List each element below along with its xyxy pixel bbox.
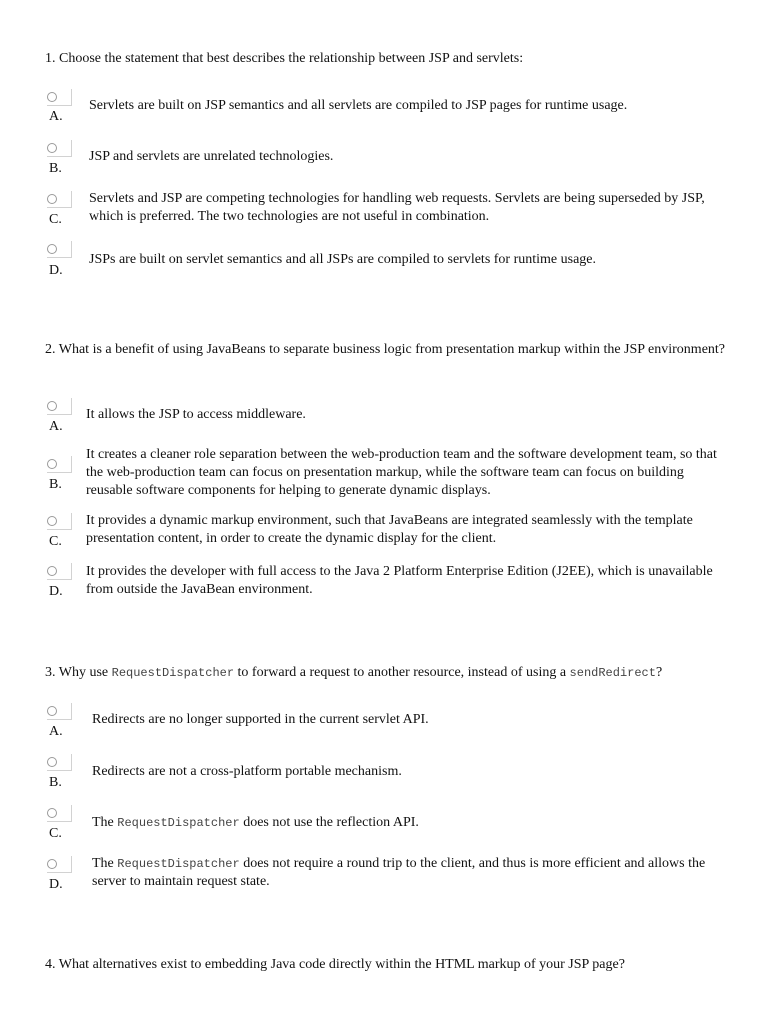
option-letter: A. xyxy=(49,724,63,739)
option-letter: D. xyxy=(49,263,63,278)
option-letter: C. xyxy=(49,534,62,549)
option-text xyxy=(92,711,732,729)
code-request-dispatcher: RequestDispatcher xyxy=(117,857,240,871)
option-text-part: The xyxy=(92,856,118,871)
option-box xyxy=(47,89,72,106)
question-3 xyxy=(45,664,735,682)
question-text-part: ? xyxy=(655,665,663,680)
option-box xyxy=(47,191,72,208)
option-text xyxy=(86,446,726,500)
option-text xyxy=(92,763,732,781)
option-text xyxy=(86,512,726,548)
option-letter: D. xyxy=(49,877,63,892)
question-2 xyxy=(45,341,735,359)
option-text-part: JSPs are built on servlet semantics and all JSPs are compiled to servlets for runtime usage. xyxy=(89,252,597,267)
option-text-part: does not use the reflection API. xyxy=(239,815,419,830)
option-text-part: Redirects are no longer supported in the current servlet API. xyxy=(92,712,429,727)
option-text xyxy=(89,148,729,166)
option-box xyxy=(47,805,72,822)
question-4 xyxy=(45,956,735,974)
option-text-part: JSP and servlets are unrelated technologies. xyxy=(89,149,334,164)
option-letter: B. xyxy=(49,775,62,790)
option-letter: D. xyxy=(49,584,63,599)
option-box xyxy=(47,703,72,720)
option-box xyxy=(47,140,72,157)
option-box xyxy=(47,513,72,530)
option-text xyxy=(92,855,732,891)
option-text-part: The xyxy=(92,815,118,830)
option-text xyxy=(86,563,726,599)
code-send-redirect: sendRedirect xyxy=(569,666,656,680)
option-box xyxy=(47,241,72,258)
option-letter: C. xyxy=(49,826,62,841)
option-letter: A. xyxy=(49,109,63,124)
option-text-part: It creates a cleaner role separation between the web-production team and the software development team, so that the web-production team can focus on presentation markup, while the software team can focus on building reusable software components for helping to generate dynamic displays. xyxy=(86,447,717,498)
question-text-part: 3. Why use xyxy=(45,665,112,680)
question-text: 4. What alternatives exist to embedding Java code directly within the HTML markup of your JSP page? xyxy=(45,957,625,972)
option-box xyxy=(47,398,72,415)
option-text-part: Servlets are built on JSP semantics and all servlets are compiled to JSP pages for runtime usage. xyxy=(89,98,628,113)
option-box xyxy=(47,563,72,580)
question-1 xyxy=(45,50,735,68)
option-text-part: does not require a round trip to the client, and thus is more efficient and allows the server to maintain request state. xyxy=(92,856,706,889)
code-request-dispatcher: RequestDispatcher xyxy=(117,816,240,830)
option-text-part: Redirects are not a cross-platform portable mechanism. xyxy=(92,764,402,779)
option-text xyxy=(89,190,729,226)
option-box xyxy=(47,856,72,873)
option-text-part: It allows the JSP to access middleware. xyxy=(86,407,306,422)
option-text xyxy=(89,97,729,115)
option-text xyxy=(92,814,732,832)
option-letter: B. xyxy=(49,477,62,492)
question-text-part: to forward a request to another resource, instead of using a xyxy=(234,665,570,680)
code-request-dispatcher: RequestDispatcher xyxy=(111,666,235,680)
question-text: 1. Choose the statement that best describes the relationship between JSP and servlets: xyxy=(45,51,524,66)
option-letter: C. xyxy=(49,212,62,227)
question-text: 2. What is a benefit of using JavaBeans to separate business logic from presentation markup within the JSP environment? xyxy=(45,342,726,357)
option-box xyxy=(47,456,72,473)
option-text-part: It provides the developer with full access to the Java 2 Platform Enterprise Edition (J2EE), which is unavailable from outside the JavaBean environment. xyxy=(86,564,713,597)
option-text-part: It provides a dynamic markup environment, such that JavaBeans are integrated seamlessly with the template presentation content, in order to create the dynamic display for the client. xyxy=(86,513,693,546)
option-box xyxy=(47,754,72,771)
option-letter: A. xyxy=(49,419,63,434)
option-text xyxy=(86,406,726,424)
option-text-part: Servlets and JSP are competing technologies for handling web requests. Servlets are being superseded by JSP, which is preferred. The two technologies are not useful in combination. xyxy=(89,191,705,224)
option-letter: B. xyxy=(49,161,62,176)
option-text xyxy=(89,251,729,269)
